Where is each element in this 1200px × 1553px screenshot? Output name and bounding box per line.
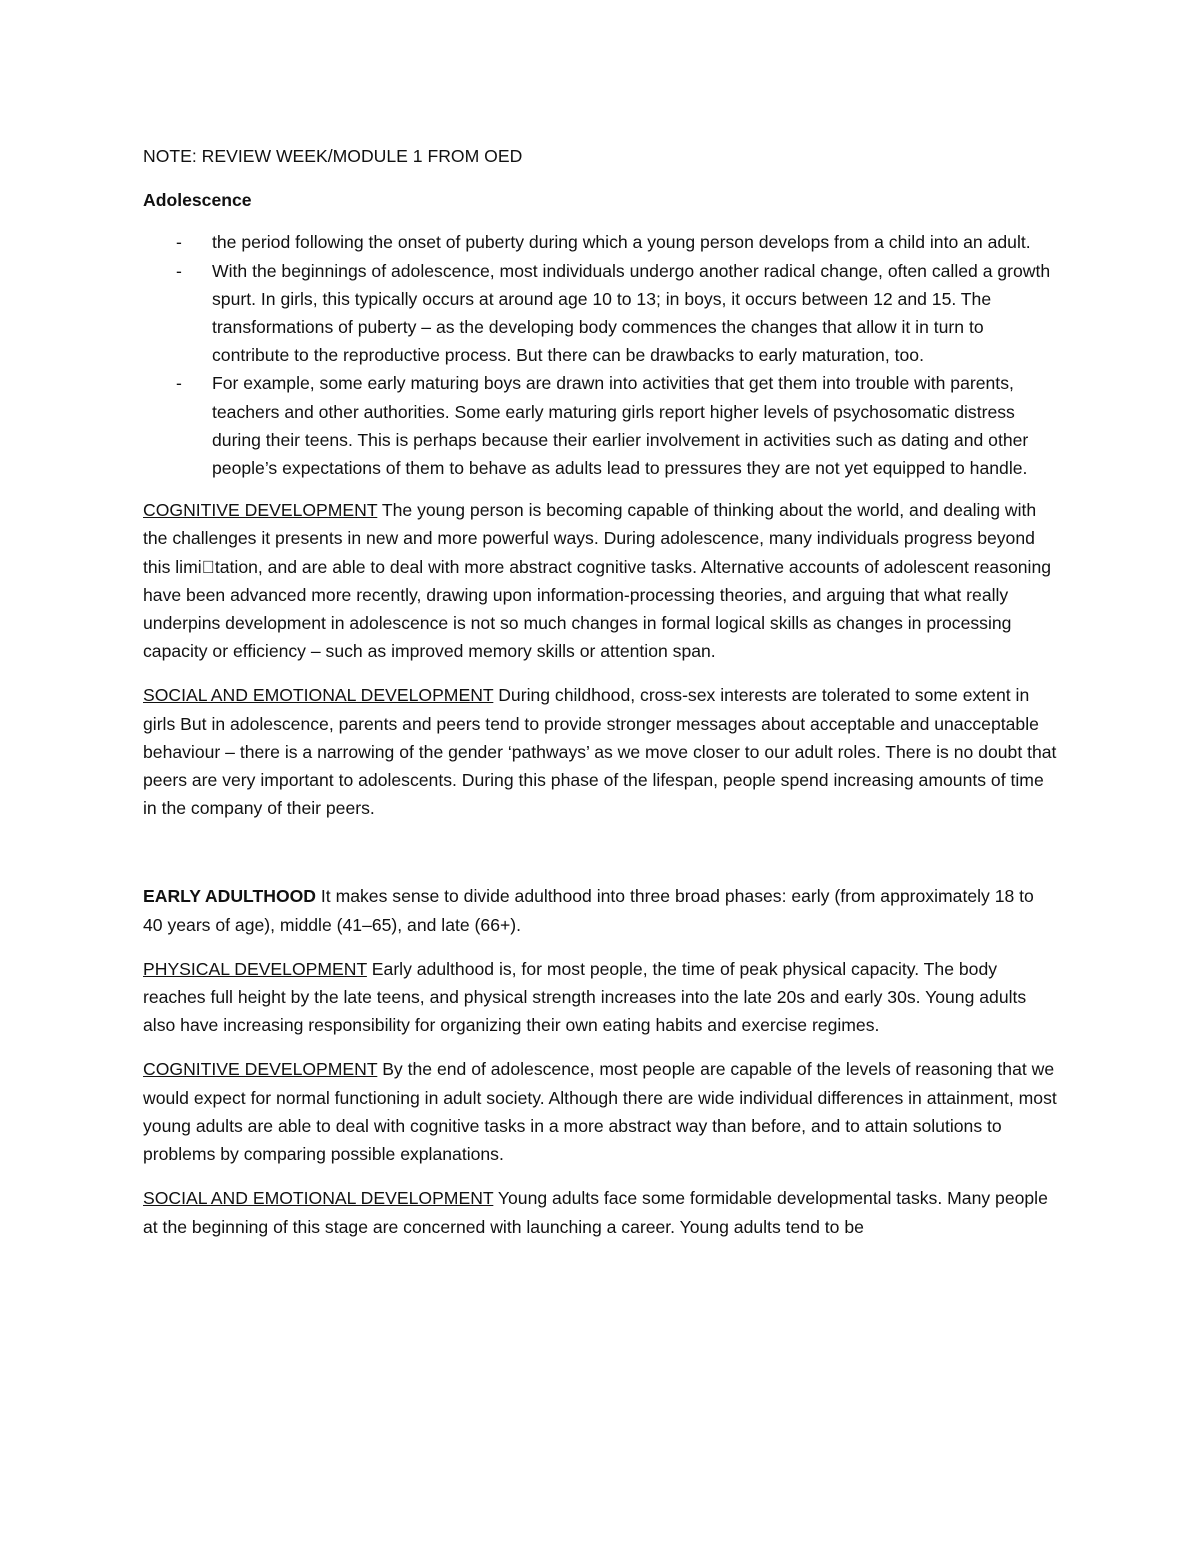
bullet-text: For example, some early maturing boys are drawn into activities that get them into trouble with parents, teachers and other authorities. Some early maturing girls report higher levels of psychosomatic distress during their teens. This is perhaps because their earlier involvement in activities such as dating and other people’s expectations of them to behave as adults lead to pressures they are not yet equipped to handle. [212, 373, 1029, 479]
bullet-item [143, 228, 1058, 256]
paragraph-text: Early adulthood is, for most people, the time of peak physical capacity. The body reaches full height by the late teens, and physical strength increases into the late 20s and early 30s. Young adults also have increasing responsibility for organizing their own eating habits and exercise regimes. [143, 958, 1027, 1036]
paragraph-social-emotional-adolescence [143, 681, 1058, 822]
blank-line [143, 838, 1058, 882]
paragraph-text: Young adults face some formidable developmental tasks. Many people at the beginning of this stage are concerned with launching a career. Young adults tend to be [143, 1188, 1048, 1237]
paragraph-physical-development [143, 955, 1058, 1040]
bullet-dash: - [176, 232, 182, 253]
paragraph-early-adulthood [143, 882, 1058, 938]
section-label-bold: EARLY ADULTHOOD [143, 886, 317, 907]
section-label: PHYSICAL DEVELOPMENT [143, 958, 367, 979]
section-label: SOCIAL AND EMOTIONAL DEVELOPMENT [143, 685, 494, 706]
section-label: SOCIAL AND EMOTIONAL DEVELOPMENT [143, 1188, 494, 1209]
bullet-item [143, 369, 1058, 482]
paragraph-cognitive-adulthood [143, 1055, 1058, 1168]
paragraph-cognitive-adolescence [143, 496, 1058, 665]
paragraph-text: By the end of adolescence, most people are capable of the levels of reasoning that we would expect for normal functioning in adult society. Although there are wide individual differences in attainment, most young adults are able to deal with cognitive tasks in a more abstract way than before, and to attain solutions to problems by comparing possible explanations. [143, 1059, 1057, 1165]
bullet-dash: - [176, 373, 182, 394]
bullet-text: With the beginnings of adolescence, most individuals undergo another radical change, often called a growth spurt. In girls, this typically occurs at around age 10 to 13; in boys, it occurs between 12 and 15. The transformations of puberty – as the developing body commences the changes that allow it in turn to contribute to the reproductive process. But there can be drawbacks to early maturation, too. [212, 260, 1051, 366]
section-label: COGNITIVE DEVELOPMENT [143, 1059, 378, 1080]
paragraph-text: It makes sense to divide adulthood into three broad phases: early (from approximately 18 to 40 years of age), middle (41–65), and late (66+). [143, 886, 1034, 935]
paragraph-text: During childhood, cross-sex interests are tolerated to some extent in girls But in adolescence, parents and peers tend to provide stronger messages about acceptable and unacceptable behaviour – there is a narrowing of the gender ‘pathways’ as we move closer to our adult roles. There is no doubt that peers are very important to adolescents. During this phase of the lifespan, people spend increasing amounts of time in the company of their peers. [143, 685, 1057, 819]
note-line: NOTE: REVIEW WEEK/MODULE 1 FROM OED [143, 146, 523, 166]
bullet-item [143, 257, 1058, 370]
document-body [143, 142, 1058, 1257]
bullet-dash: - [176, 260, 182, 281]
section-heading-adolescence: Adolescence [143, 190, 252, 211]
section-label: COGNITIVE DEVELOPMENT [143, 500, 378, 521]
paragraph-social-emotional-adulthood [143, 1184, 1058, 1240]
adolescence-bullet-list [143, 228, 1058, 482]
bullet-text: the period following the onset of puberty during which a young person develops from a child into an adult. [212, 232, 1031, 253]
paragraph-text: The young person is becoming capable of thinking about the world, and dealing with the challenges it presents in new and more powerful ways. During adolescence, many individuals progress beyond this limi tation, and are able to deal with more abstract cognitive tasks. Alternative accounts of adolescent reasoning have been advanced more recently, drawing upon information-processing theories, and arguing that what really underpins development in adolescence is not so much changes in formal logical skills as changes in processing capacity or efficiency – such as improved memory skills or attention span. [143, 500, 1052, 662]
